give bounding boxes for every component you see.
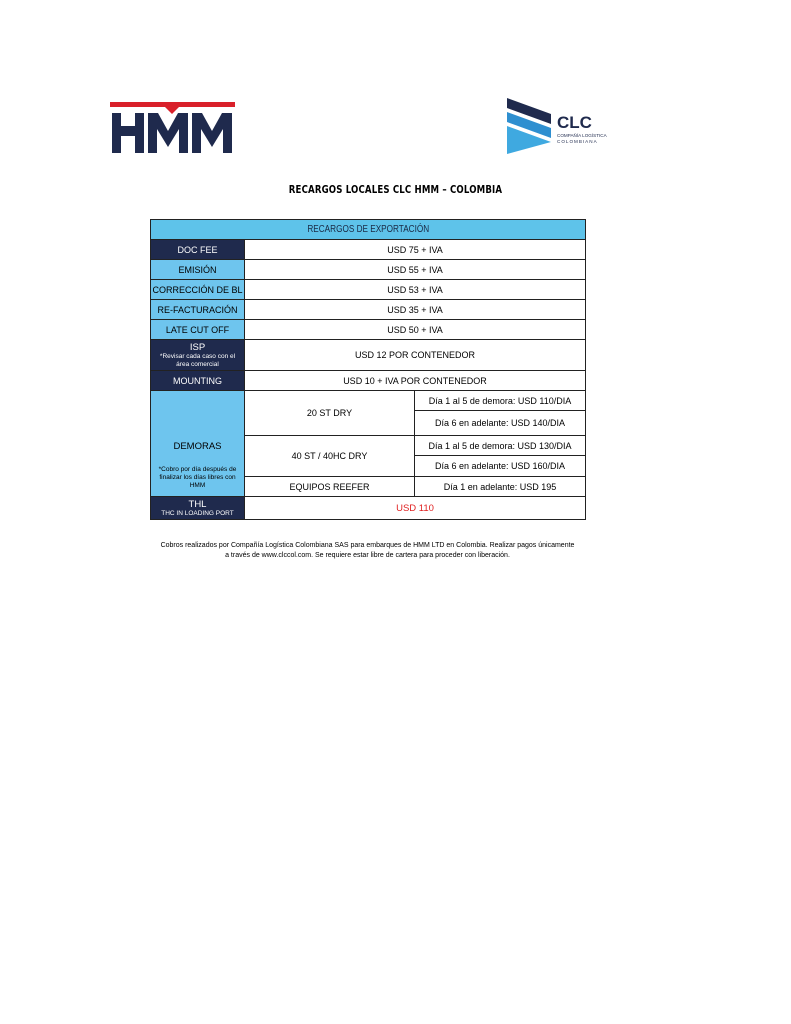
row-value: USD 53 + IVA xyxy=(245,280,586,300)
footnote-line-2-text: a través de www.clccol.com. Se requiere estar libre de cartera para proceder con liberación. xyxy=(225,551,510,559)
table-row xyxy=(151,320,586,340)
mounting-row xyxy=(151,371,586,391)
table-header: RECARGOS DE EXPORTACIÓN xyxy=(151,220,586,240)
payment-footnote xyxy=(140,541,595,560)
export-surcharges-table xyxy=(150,219,586,520)
hmm-logo xyxy=(110,102,235,156)
row-value: USD 50 + IVA xyxy=(245,320,586,340)
demoras-label-cell xyxy=(151,391,245,497)
clc-name-line2: COLOMBIANA xyxy=(557,139,598,144)
row-value: USD 55 + IVA xyxy=(245,260,586,280)
row-value: USD 35 + IVA xyxy=(245,300,586,320)
page-title: RECARGOS LOCALES CLC HMM – COLOMBIA xyxy=(288,183,503,196)
isp-note: *Revisar cada caso con el área comercial xyxy=(159,352,236,368)
equipment-40st: 40 ST / 40HC DRY xyxy=(245,436,415,477)
footnote-line-2 xyxy=(140,551,595,561)
thl-row xyxy=(151,497,586,520)
thl-sublabel: THC IN LOADING PORT xyxy=(161,509,234,517)
thl-value: USD 110 xyxy=(396,502,434,514)
mounting-label: MOUNTING xyxy=(151,371,245,391)
isp-row xyxy=(151,340,586,371)
footnote-line-1: Cobros realizados por Compañía Logística Colombiana SAS para embarques de HMM LTD en Colombia. Realizar pagos únicamente xyxy=(160,542,575,549)
rate-tier-1: Día 1 al 5 de demora: USD 110/DIA xyxy=(415,391,586,411)
table-row xyxy=(151,280,586,300)
rate-tier-2: Día 6 en adelante: USD 160/DIA xyxy=(415,456,586,477)
demoras-label: DEMORAS xyxy=(173,441,222,452)
table-row xyxy=(151,260,586,280)
row-label: EMISIÓN xyxy=(151,260,245,280)
row-label: DOC FEE xyxy=(151,240,245,260)
equipment-20st: 20 ST DRY xyxy=(245,391,415,436)
demoras-note: *Cobro por día después de finalizar los días libres con HMM xyxy=(158,466,237,489)
table-header-row xyxy=(151,220,586,240)
demoras-row xyxy=(151,391,586,411)
rate-tier-1: Día 1 al 5 de demora: USD 130/DIA xyxy=(415,436,586,456)
thl-value-cell xyxy=(245,497,586,520)
thl-label-cell xyxy=(151,497,245,520)
isp-value: USD 12 POR CONTENEDOR xyxy=(245,340,586,371)
mounting-value: USD 10 + IVA POR CONTENEDOR xyxy=(245,371,586,391)
isp-label-cell xyxy=(151,340,245,371)
row-label: LATE CUT OFF xyxy=(151,320,245,340)
table-row xyxy=(151,300,586,320)
rate-tier-1: Día 1 en adelante: USD 195 xyxy=(415,477,586,497)
row-label: CORRECCIÓN DE BL xyxy=(151,280,245,300)
clc-logo xyxy=(507,96,611,156)
table-row xyxy=(151,240,586,260)
thl-label: THL xyxy=(188,498,207,510)
rate-tier-2: Día 6 en adelante: USD 140/DIA xyxy=(415,411,586,436)
row-value: USD 75 + IVA xyxy=(245,240,586,260)
row-label: RE-FACTURACIÓN xyxy=(151,300,245,320)
clc-initials: CLC xyxy=(557,113,592,132)
equipment-reefer: EQUIPOS REEFER xyxy=(245,477,415,497)
isp-label: ISP xyxy=(189,341,206,353)
clc-name-line1: COMPAÑÍA LOGÍSTICA xyxy=(557,133,607,138)
